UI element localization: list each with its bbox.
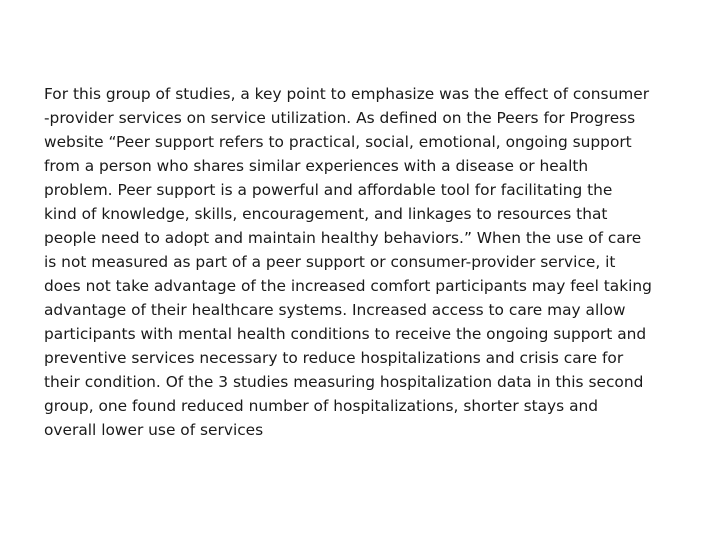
paragraph-line: problem. Peer support is a powerful and affordable tool for facilitating the (44, 181, 613, 199)
paragraph-line: participants with mental health conditions to receive the ongoing support and (44, 325, 647, 343)
paragraph-line: is not measured as part of a peer support or consumer-provider service, it (44, 253, 616, 271)
paragraph-line: -provider services on service utilization. As defined on the Peers for Progress (44, 109, 636, 127)
paragraph-line: For this group of studies, a key point to emphasize was the effect of consumer (44, 85, 650, 103)
paragraph-line: website “Peer support refers to practical, social, emotional, ongoing support (44, 133, 632, 151)
paragraph-line: does not take advantage of the increased comfort participants may feel taking (44, 277, 652, 295)
body-paragraph (44, 82, 694, 442)
paragraph-line: group, one found reduced number of hospitalizations, shorter stays and (44, 397, 599, 415)
paragraph-line: overall lower use of services (44, 421, 264, 439)
paragraph-line: people need to adopt and maintain healthy behaviors.” When the use of care (44, 229, 642, 247)
paragraph-line: kind of knowledge, skills, encouragement, and linkages to resources that (44, 205, 608, 223)
paragraph-line: preventive services necessary to reduce hospitalizations and crisis care for (44, 349, 624, 367)
paragraph-line: from a person who shares similar experiences with a disease or health (44, 157, 589, 175)
paragraph-line: their condition. Of the 3 studies measuring hospitalization data in this second (44, 373, 644, 391)
paragraph-line: advantage of their healthcare systems. Increased access to care may allow (44, 301, 626, 319)
